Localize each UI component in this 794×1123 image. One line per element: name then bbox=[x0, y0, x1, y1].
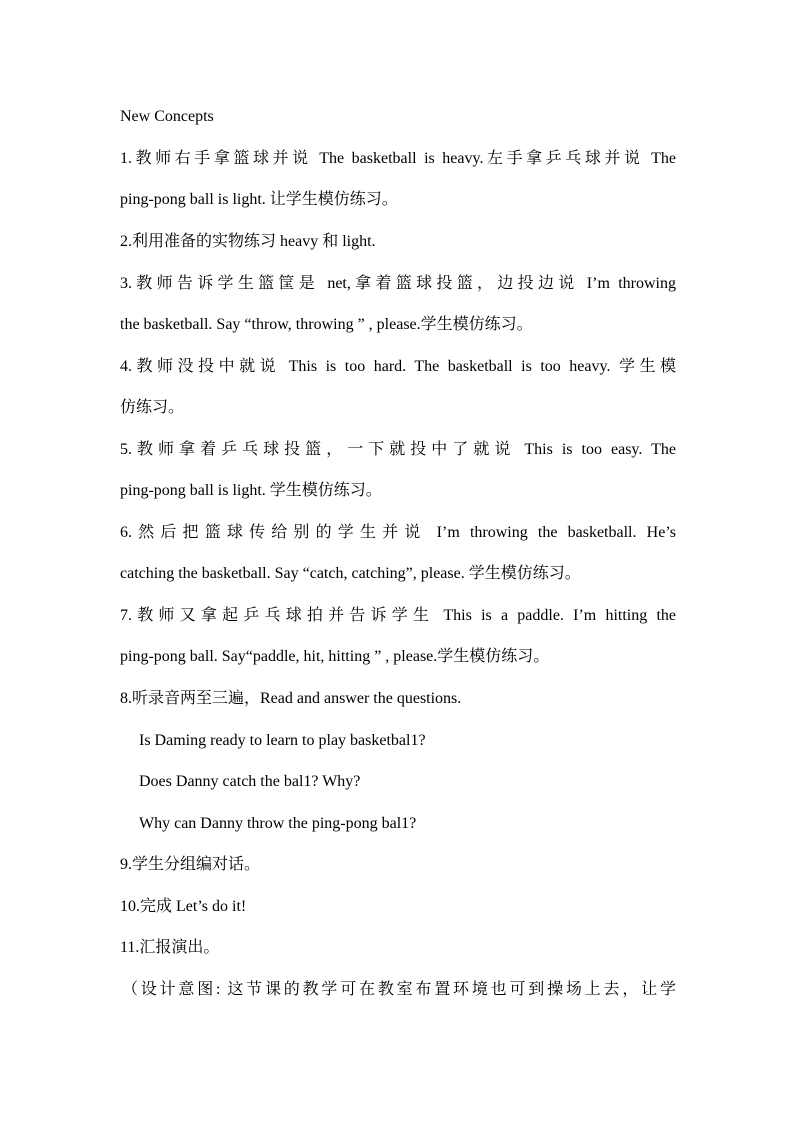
step-10: 10.完成 Let’s do it! bbox=[120, 898, 247, 915]
question-3: Why can Danny throw the ping-pong bal1? bbox=[139, 815, 417, 832]
step-7-line-2: ping-pong ball. Say“paddle, hit, hitting ” , please.学生模仿练习。 bbox=[120, 648, 550, 665]
step-5-line-2: ping-pong ball is light. 学生模仿练习。 bbox=[120, 482, 382, 499]
question-1: Is Daming ready to learn to play basketbal1? bbox=[139, 732, 426, 749]
step-4-line-1: 4.教师没投中就说 This is too hard. The basketball is too heavy. 学生模 bbox=[120, 358, 676, 375]
step-1-line-2: ping-pong ball is light. 让学生模仿练习。 bbox=[120, 191, 398, 208]
step-3-line-2: the basketball. Say “throw, throwing ” , please.学生模仿练习。 bbox=[120, 316, 533, 333]
design-note: （设计意图: 这节课的教学可在教室布置环境也可到操场上去，让学 bbox=[122, 981, 676, 998]
step-2-line-1: 2.利用准备的实物练习 heavy 和 light. bbox=[120, 233, 376, 250]
step-6-line-2: catching the basketball. Say “catch, catching”, please. 学生模仿练习。 bbox=[120, 565, 581, 582]
step-9: 9.学生分组编对话。 bbox=[120, 856, 261, 873]
step-6-line-1: 6.然后把篮球传给别的学生并说 I’m throwing the basketball. He’s bbox=[120, 524, 676, 541]
section-heading: New Concepts bbox=[120, 108, 214, 125]
question-2: Does Danny catch the bal1? Why? bbox=[139, 773, 361, 790]
step-7-line-1: 7.教师又拿起乒乓球拍并告诉学生 This is a paddle. I’m hitting the bbox=[120, 607, 676, 624]
step-11: 11.汇报演出。 bbox=[120, 939, 220, 956]
step-1-line-1: 1.教师右手拿篮球并说 The basketball is heavy.左手拿乒乓球并说 The bbox=[120, 150, 676, 167]
step-4-line-2: 仿练习。 bbox=[120, 399, 185, 416]
step-3-line-1: 3.教师告诉学生篮筐是 net,拿着篮球投篮，边投边说 I’m throwing bbox=[120, 275, 676, 292]
step-8-line-1: 8.听录音两至三遍，Read and answer the questions. bbox=[120, 690, 462, 707]
step-5-line-1: 5.教师拿着乒乓球投篮，一下就投中了就说 This is too easy. The bbox=[120, 441, 676, 458]
